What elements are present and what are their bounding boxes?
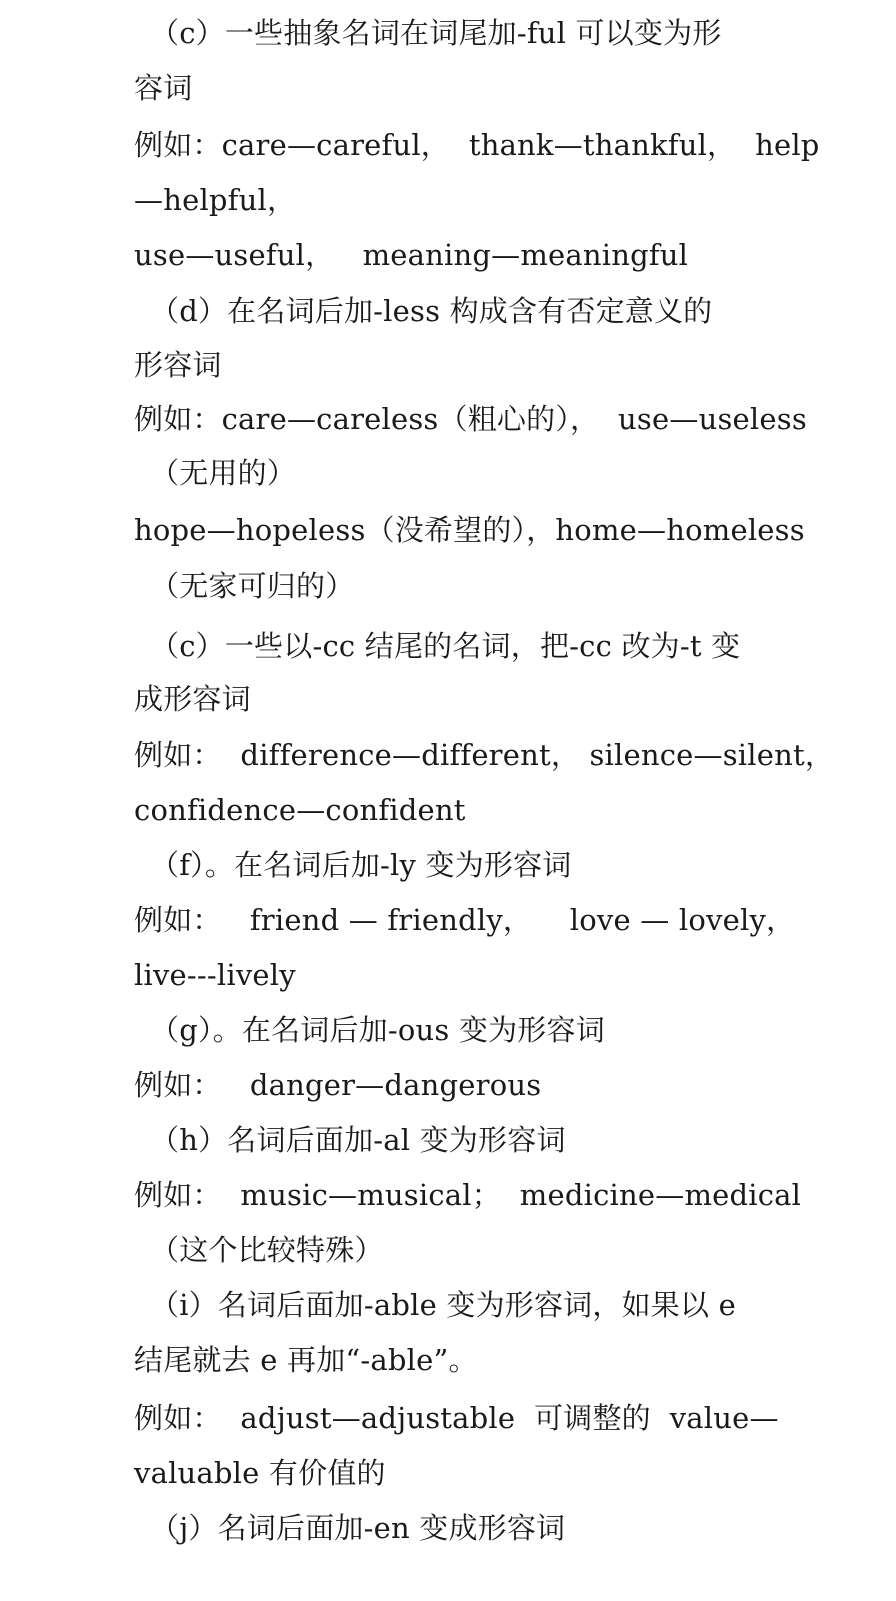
text-line-rule-ce-t-cont: 成形容词	[134, 682, 251, 716]
text-line-example-ful-3: use—useful， meaning—meaningful	[134, 238, 689, 272]
text-line-rule-h-al: （h）名词后面加-al 变为形容词	[150, 1123, 566, 1157]
text-line-example-ful-1: 例如：care—careful， thank—thankful， help	[134, 128, 820, 162]
text-line-example-t-2: confidence—confident	[134, 793, 466, 827]
text-line-example-less-3: hope—hopeless（没希望的），home—homeless	[134, 513, 805, 547]
text-line-example-able-1: 例如： adjust—adjustable 可调整的 value—	[134, 1401, 779, 1435]
text-line-example-less-1: 例如：care—careless（粗心的）， use—useless	[134, 402, 807, 436]
text-line-example-less-4: （无家可归的）	[150, 569, 355, 603]
text-line-example-ly-1: 例如： friend — friendly， love — lovely，	[134, 903, 796, 937]
text-line-rule-j-en: （j）名词后面加-en 变成形容词	[150, 1511, 566, 1545]
text-line-example-able-2: valuable 有价值的	[134, 1456, 386, 1490]
text-line-rule-i-able: （i）名词后面加-able 变为形容词，如果以 e	[150, 1288, 736, 1322]
text-line-rule-c-ful: （c）一些抽象名词在词尾加-ful 可以变为形	[150, 16, 722, 50]
text-line-example-less-2: （无用的）	[150, 456, 297, 490]
text-line-example-al-1: 例如： music—musical； medicine—medical	[134, 1178, 802, 1212]
text-line-rule-g-ous: （g）。在名词后加-ous 变为形容词	[150, 1013, 605, 1047]
text-line-rule-d-less-cont: 形容词	[134, 348, 222, 382]
text-line-example-ful-2: —helpful，	[134, 183, 297, 217]
text-line-rule-f-ly: （f）。在名词后加-ly 变为形容词	[150, 848, 572, 882]
text-line-example-ous: 例如： danger—dangerous	[134, 1068, 542, 1102]
text-line-example-t-1: 例如： difference—different， silence—silent，	[134, 738, 835, 772]
text-line-rule-c-ful-cont: 容词	[134, 71, 193, 105]
text-line-rule-ce-t: （c）一些以-cc 结尾的名词，把-cc 改为-t 变	[150, 629, 741, 663]
text-line-example-ly-2: live---lively	[134, 958, 296, 992]
text-line-rule-i-able-cont: 结尾就去 e 再加“-able”。	[134, 1343, 478, 1377]
text-line-rule-d-less: （d）在名词后加-less 构成含有否定意义的	[150, 294, 713, 328]
text-line-example-al-2: （这个比较特殊）	[150, 1233, 384, 1267]
